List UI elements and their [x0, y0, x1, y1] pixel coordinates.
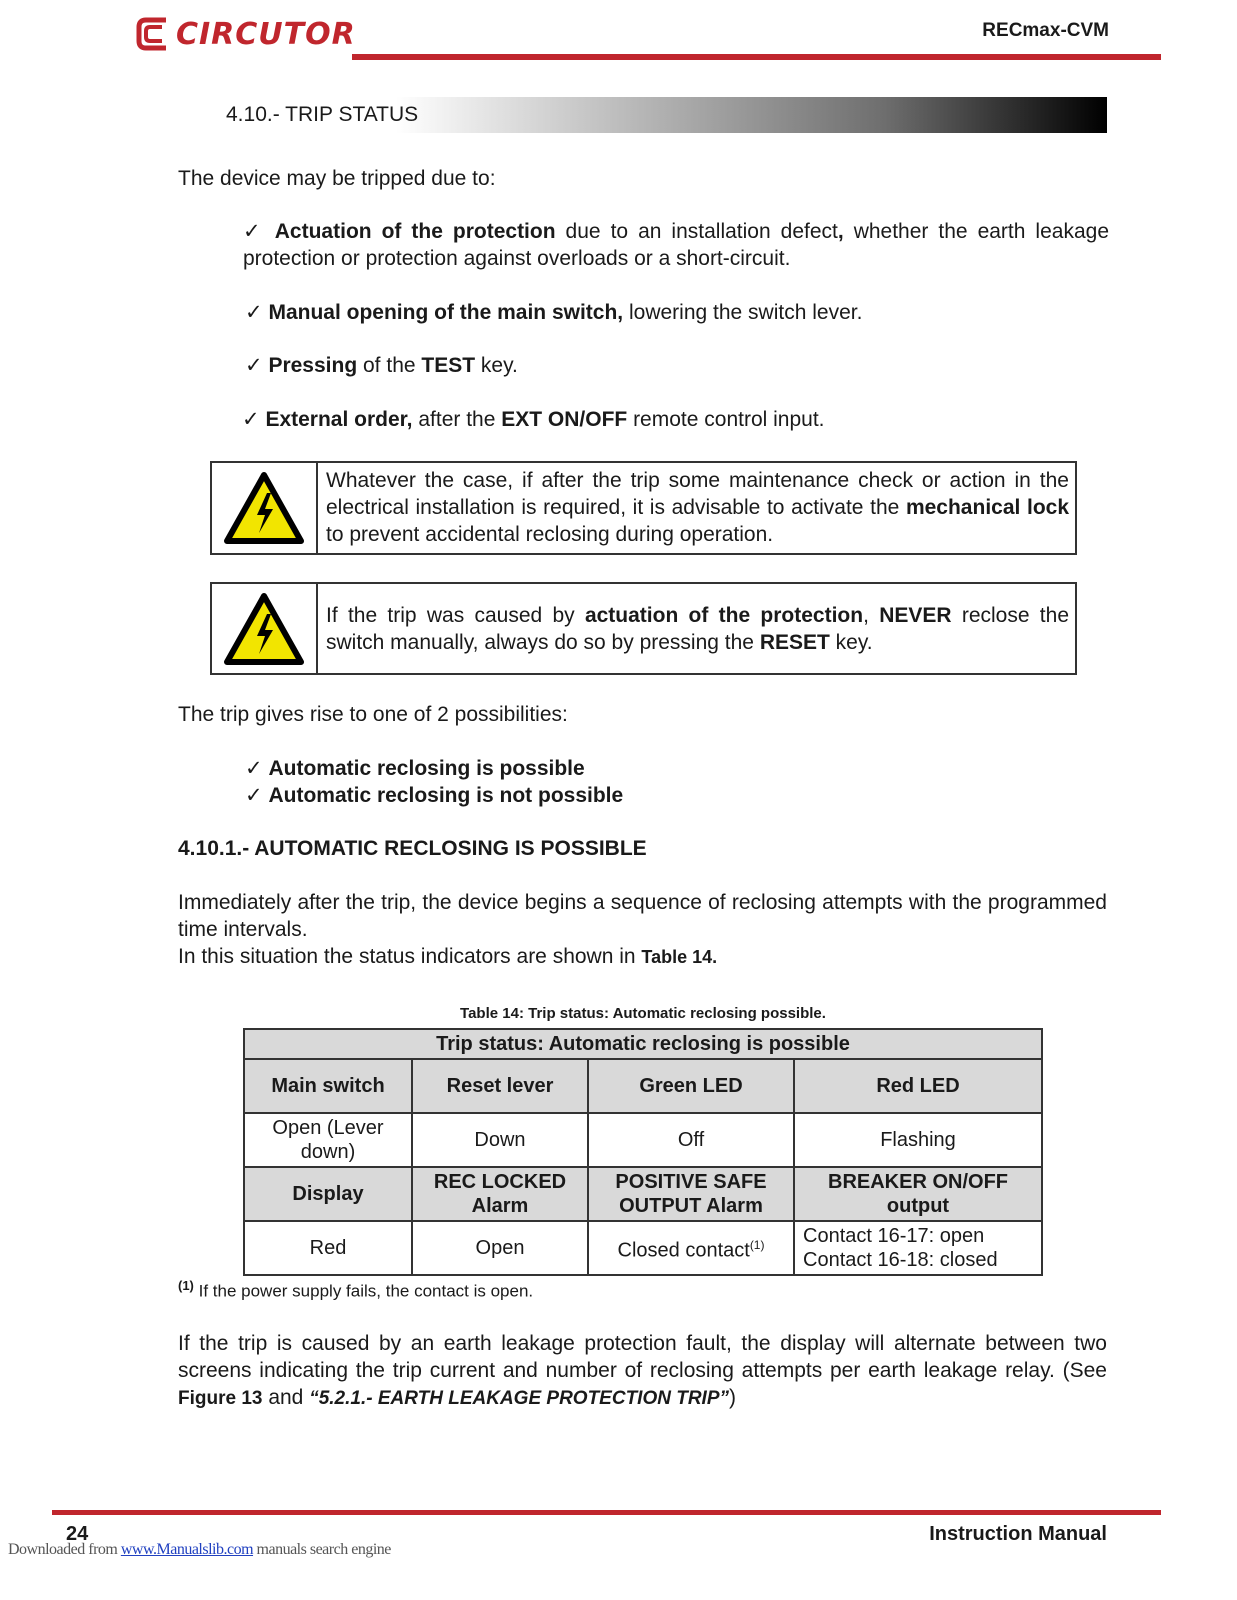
cause-3-text: of the: [357, 354, 422, 377]
table-header: REC LOCKED Alarm: [412, 1167, 588, 1221]
model-name: RECmax-CVM: [982, 20, 1109, 41]
table-cell: Open: [412, 1221, 588, 1275]
warning-2-bold2: NEVER: [879, 604, 952, 627]
contact-16-18: Contact 16-18: closed: [803, 1249, 998, 1271]
cause-item-1: [243, 218, 1109, 272]
check-icon: ✓: [245, 301, 263, 324]
paragraph-2: [178, 943, 717, 971]
table-footnote: [178, 1278, 533, 1302]
table-cell: Open (Lever down): [244, 1113, 412, 1167]
paragraph-3: [178, 1330, 1107, 1412]
warning-1-text2: to prevent accidental reclosing during operation.: [326, 523, 774, 546]
cause-1-text2: whether the earth leakage protection or protection against overloads or a short-circuit.: [243, 220, 1109, 270]
trip-status-table: [243, 1028, 1043, 1276]
warning-text-1: [318, 463, 1075, 553]
cause-item-2: [245, 299, 862, 326]
table-header: Red LED: [794, 1059, 1042, 1113]
warning-icon-cell: [212, 584, 318, 673]
download-suffix: manuals search engine: [253, 1541, 391, 1558]
cause-1-text: due to an installation defect: [555, 220, 838, 243]
cause-3-bold: Pressing: [268, 354, 358, 377]
footer-rule: [52, 1510, 1161, 1515]
warning-2-text3: reclose the switch manually, always do so by pressing the: [326, 604, 1070, 654]
warning-2-text4: key.: [829, 631, 873, 654]
table-header: Reset lever: [412, 1059, 588, 1113]
download-note: [8, 1541, 391, 1559]
warning-1-text: Whatever the case, if after the trip some maintenance check or action in the electrical installation is required, it is advisable to activate the: [326, 469, 1069, 519]
electric-hazard-icon: [223, 592, 305, 666]
possibility-2-text: Automatic reclosing is not possible: [268, 784, 624, 807]
paragraph-3-close: ): [729, 1386, 737, 1409]
warning-box-2: [210, 582, 1077, 675]
cause-item-4: [242, 406, 825, 433]
circutor-logo: [136, 14, 356, 54]
table-caption: Table 14: Trip status: Automatic reclosing possible.: [460, 1005, 826, 1022]
footnote-text: If the power supply fails, the contact is open.: [198, 1281, 534, 1301]
section-ref: “5.2.1.- EARTH LEAKAGE PROTECTION TRIP”: [309, 1388, 730, 1409]
table-cell: [794, 1221, 1042, 1275]
table-cell: [588, 1221, 794, 1275]
warning-1-bold: mechanical lock: [905, 496, 1070, 519]
table-header: Display: [244, 1167, 412, 1221]
contact-16-17: Contact 16-17: open: [803, 1225, 985, 1247]
header-rule: [352, 54, 1161, 60]
table-cell: Off: [588, 1113, 794, 1167]
cause-3-text2: key.: [475, 354, 518, 377]
table-cell: Down: [412, 1113, 588, 1167]
possibility-1-text: Automatic reclosing is possible: [268, 757, 585, 780]
paragraph-2-text: In this situation the status indicators are shown in: [178, 945, 642, 968]
paragraph-3-and: and: [262, 1386, 310, 1409]
table-header: POSITIVE SAFE OUTPUT Alarm: [588, 1167, 794, 1221]
cause-1-bold2: ,: [837, 220, 844, 243]
possibility-item-2: [245, 782, 623, 809]
cause-4-bold: External order,: [265, 408, 413, 431]
check-icon: ✓: [245, 354, 263, 377]
logo-text: CIRCUTOR: [176, 16, 356, 52]
subsection-title: 4.10.1.- AUTOMATIC RECLOSING IS POSSIBLE: [178, 837, 647, 860]
manualslib-link[interactable]: www.Manualslib.com: [120, 1541, 254, 1558]
page-number: 24: [66, 1523, 89, 1545]
warning-2-bold3: RESET: [759, 631, 830, 654]
cause-2-text: lowering the switch lever.: [623, 301, 863, 324]
manual-label: Instruction Manual: [929, 1523, 1107, 1545]
cause-4-bold2: EXT ON/OFF: [501, 408, 628, 431]
warning-2-text: If the trip was caused by: [326, 604, 585, 627]
warning-icon-cell: [212, 463, 318, 553]
logo-icon: [136, 16, 170, 52]
paragraph-3-text: If the trip is caused by an earth leakage protection fault, the display will alternate between two screens indicating the trip current and number of reclosing attempts per earth leakage relay. (See: [178, 1332, 1107, 1382]
table-cell: Red: [244, 1221, 412, 1275]
warning-text-2: [318, 584, 1075, 673]
possibilities-intro: The trip gives rise to one of 2 possibilities:: [178, 703, 568, 726]
warning-2-bold: actuation of the protection: [584, 604, 864, 627]
footnote-mark: (1): [178, 1278, 194, 1293]
check-icon: ✓: [245, 757, 263, 780]
cause-4-text: after the: [412, 408, 502, 431]
cause-4-text2: remote control input.: [627, 408, 825, 431]
table-header: Green LED: [588, 1059, 794, 1113]
table-ref: Table 14.: [641, 947, 718, 967]
intro-text: The device may be tripped due to:: [178, 167, 496, 190]
check-icon: ✓: [243, 220, 265, 243]
possibility-item-1: [245, 755, 585, 782]
cause-3-bold2: TEST: [421, 354, 476, 377]
electric-hazard-icon: [223, 471, 305, 545]
check-icon: ✓: [245, 784, 263, 807]
warning-box-1: [210, 461, 1077, 555]
warning-2-text2: ,: [863, 604, 880, 627]
cause-1-bold: Actuation of the protection: [274, 220, 556, 243]
download-prefix: Downloaded from: [8, 1541, 121, 1558]
section-title: 4.10.- TRIP STATUS: [226, 103, 419, 126]
paragraph-1: Immediately after the trip, the device begins a sequence of reclosing attempts with the programmed time intervals.: [178, 891, 1107, 941]
cause-item-3: [245, 352, 518, 379]
figure-ref: Figure 13: [178, 1388, 263, 1409]
table-title: Trip status: Automatic reclosing is possible: [244, 1029, 1042, 1059]
table-header: Main switch: [244, 1059, 412, 1113]
table-cell: Flashing: [794, 1113, 1042, 1167]
cause-2-bold: Manual opening of the main switch,: [268, 301, 624, 324]
closed-contact-text: Closed contact: [617, 1239, 750, 1262]
table-header: BREAKER ON/OFF output: [794, 1167, 1042, 1221]
check-icon: ✓: [242, 408, 260, 431]
footnote-marker: (1): [749, 1238, 765, 1253]
